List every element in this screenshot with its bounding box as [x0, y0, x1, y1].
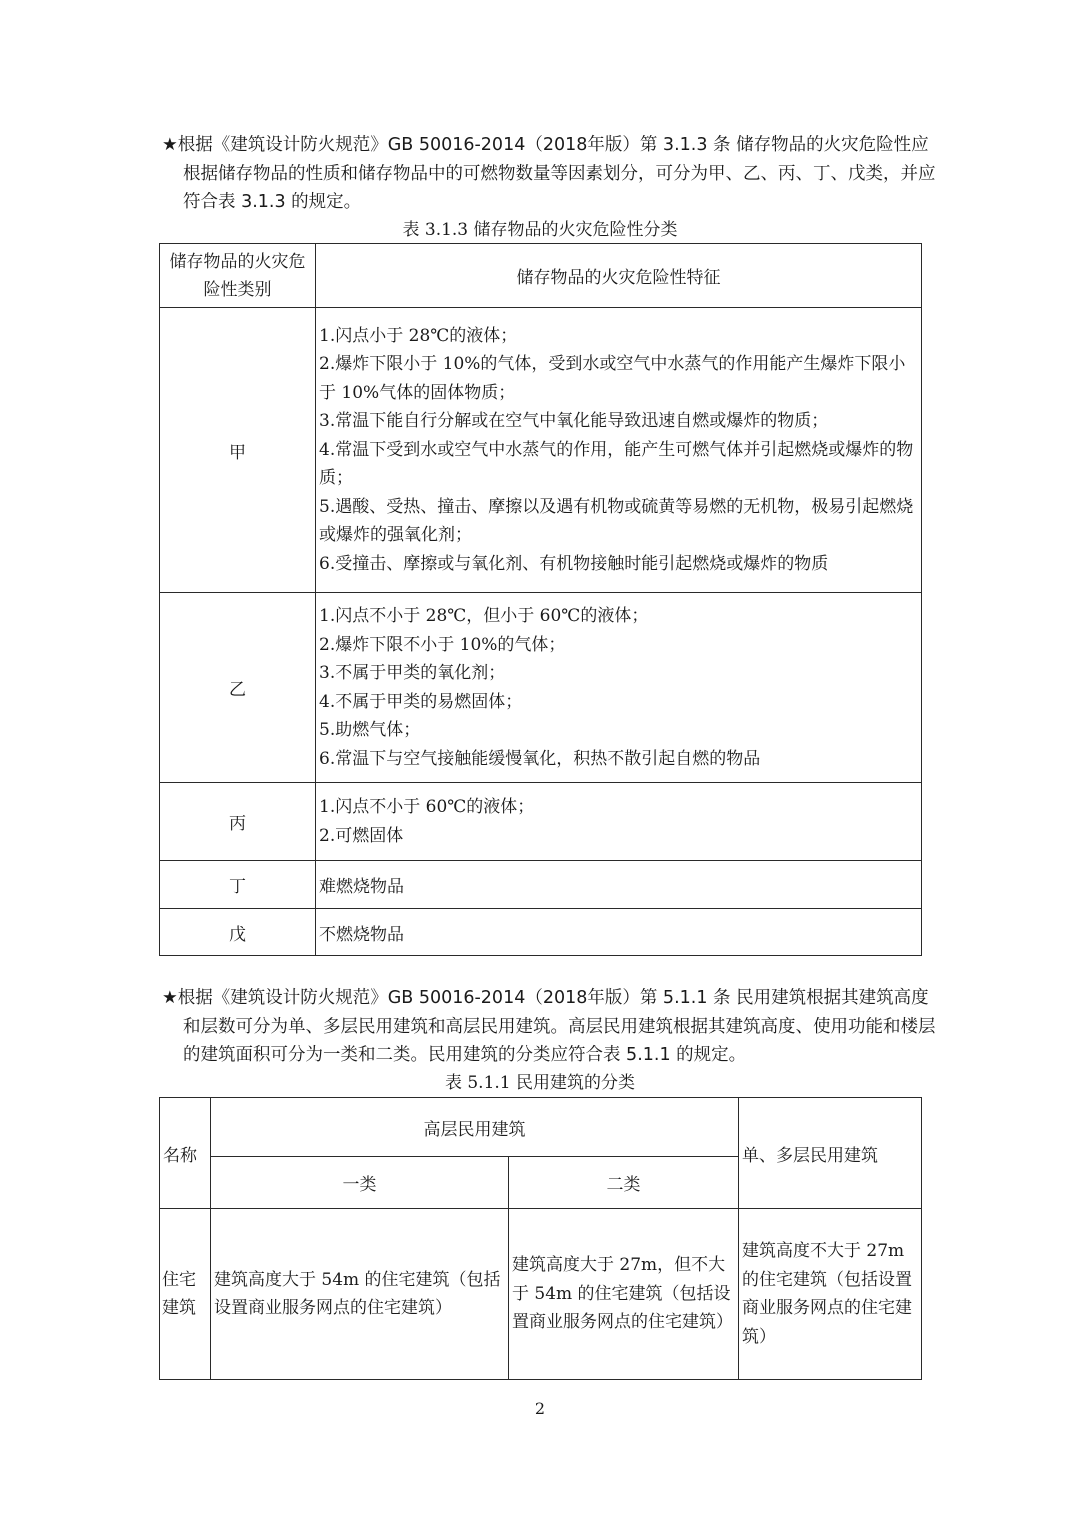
table-header-row [160, 244, 922, 308]
table-row [160, 909, 922, 956]
category-cell: 戊 [160, 909, 316, 956]
row-class-one: 建筑高度大于 54m 的住宅建筑（包括设置商业服务网点的住宅建筑） [211, 1209, 509, 1380]
feature-list [316, 593, 922, 783]
table-row [160, 1209, 922, 1380]
list-item: 1.闪点不小于 60℃的液体； [319, 797, 535, 817]
list-item: 2.爆炸下限不小于 10%的气体； [319, 634, 566, 655]
list-item: 5.遇酸、受热、撞击、摩擦以及遇有机物或硫黄等易燃的无机物，极易引起燃烧或爆炸的强氧化剂； [319, 496, 914, 546]
table-row [160, 783, 922, 861]
list-item: 4.常温下受到水或空气中水蒸气的作用，能产生可燃气体并引起燃烧或爆炸的物质； [319, 439, 914, 489]
page-number: 2 [534, 1399, 546, 1418]
header-feature: 储存物品的火灾危险性特征 [316, 244, 922, 308]
row-class-two: 建筑高度大于 27m，但不大于 54m 的住宅建筑（包括设置商业服务网点的住宅建筑） [509, 1209, 739, 1380]
list-item: 1.闪点不小于 28℃，但小于 60℃的液体； [319, 606, 649, 626]
feature-cell: 不燃烧物品 [316, 909, 922, 956]
table-row [160, 593, 922, 783]
category-cell: 甲 [160, 308, 316, 593]
section1-paragraph: ★根据《建筑设计防火规范》GB 50016-2014（2018年版）第 3.1.3 条 储存物品的火灾危险性应根据储存物品的性质和储存物品中的可燃物数量等因素划分，可分为甲、乙、丙、丁、戊类，并应符合表 3.1.3 的规定。 [162, 135, 936, 212]
row-low-rise: 建筑高度不大于 27m 的住宅建筑（包括设置商业服务网点的住宅建筑） [739, 1209, 922, 1380]
header-low-rise: 单、多层民用建筑 [739, 1098, 922, 1209]
table-313-caption: 表 3.1.3 储存物品的火灾危险性分类 [402, 220, 678, 240]
header-class-two: 二类 [509, 1157, 739, 1209]
feature-list [316, 783, 922, 861]
header-high-rise: 高层民用建筑 [211, 1098, 739, 1157]
header-class-one: 一类 [211, 1157, 509, 1209]
list-item: 6.常温下与空气接触能缓慢氧化，积热不散引起自燃的物品 [319, 748, 761, 769]
table-511-caption: 表 5.1.1 民用建筑的分类 [444, 1073, 636, 1093]
feature-list [316, 308, 922, 593]
list-item: 5.助燃气体； [319, 720, 421, 740]
row-name: 住宅建筑 [160, 1209, 211, 1380]
category-cell: 丁 [160, 861, 316, 909]
list-item: 1.闪点小于 28℃的液体； [319, 325, 518, 346]
feature-cell: 难燃烧物品 [316, 861, 922, 909]
list-item: 3.常温下能自行分解或在空气中氧化能导致迅速自燃或爆炸的物质； [319, 411, 829, 432]
list-item: 2.爆炸下限小于 10%的气体，受到水或空气中水蒸气的作用能产生爆炸下限小于 10%气体的固体物质； [319, 354, 906, 403]
list-item: 3.不属于甲类的氧化剂； [319, 663, 506, 683]
list-item: 4.不属于甲类的易燃固体； [319, 691, 523, 712]
category-cell: 丙 [160, 783, 316, 861]
header-category: 储存物品的火灾危险性类别 [160, 244, 316, 308]
table-row [160, 308, 922, 593]
table-row [160, 861, 922, 909]
civil-building-classification-table [159, 1097, 922, 1380]
section2-paragraph: ★根据《建筑设计防火规范》GB 50016-2014（2018年版）第 5.1.1 条 民用建筑根据其建筑高度和层数可分为单、多层民用建筑和高层民用建筑。高层民用建筑根据其建筑高度、使用功能和楼层的建筑面积可分为一类和二类。民用建筑的分类应符合表 5.1.1 的规定。 [162, 988, 936, 1065]
list-item: 6.受撞击、摩擦或与氧化剂、有机物接触时能引起燃烧或爆炸的物质 [319, 553, 829, 574]
fire-hazard-storage-table [159, 243, 922, 956]
list-item: 2.可燃固体 [319, 825, 404, 846]
category-cell: 乙 [160, 593, 316, 783]
table-header-row [160, 1098, 922, 1157]
header-name: 名称 [160, 1098, 211, 1209]
